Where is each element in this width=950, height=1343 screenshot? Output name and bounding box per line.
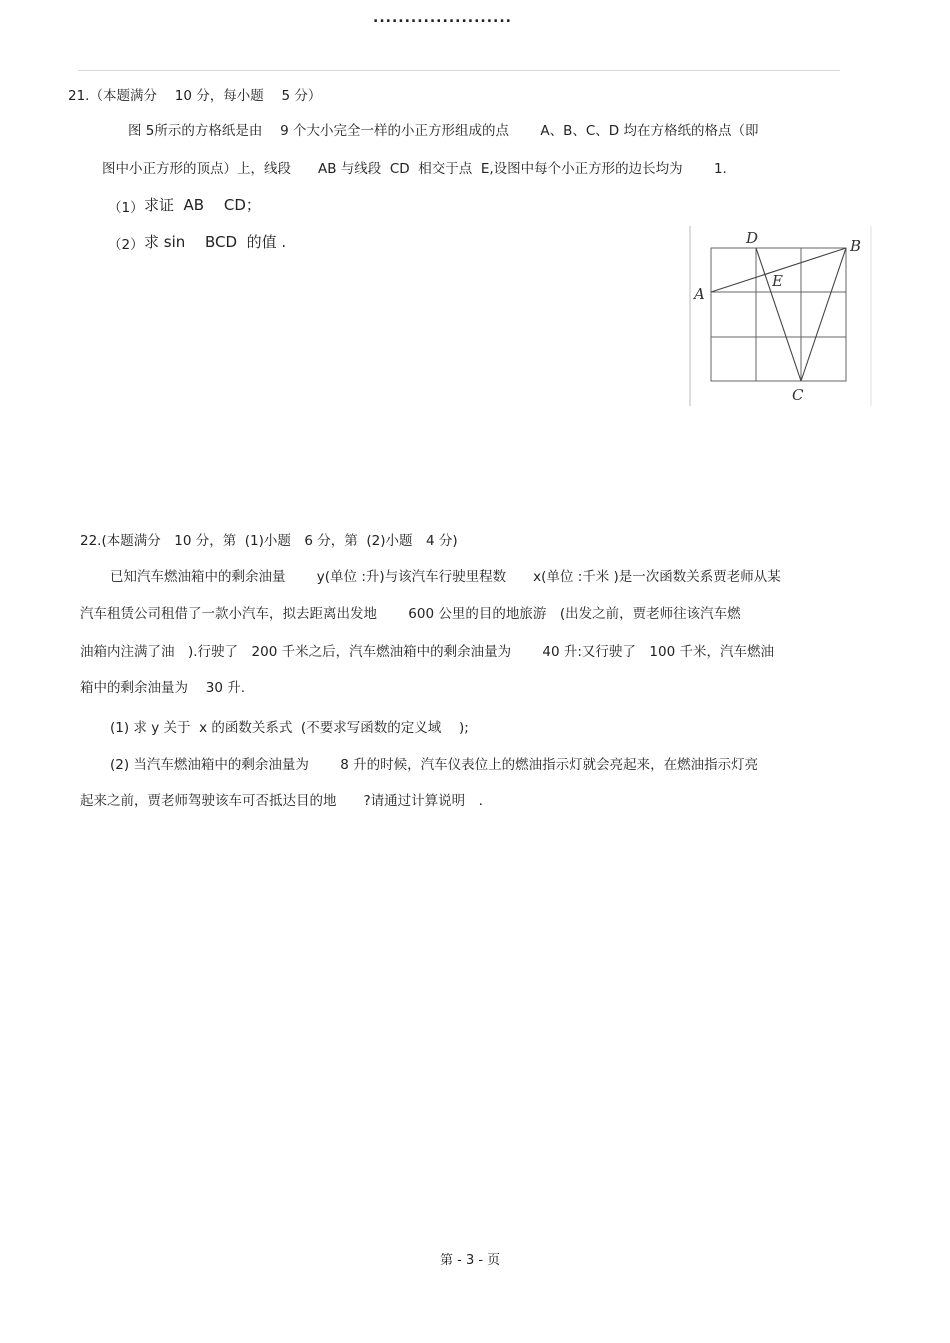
q21-part2-text: 求 sin BCD 的值 .	[144, 233, 287, 251]
label-b: B	[850, 237, 862, 255]
label-e: E	[772, 272, 783, 290]
segment-cb	[801, 248, 846, 381]
header-rule	[78, 70, 840, 71]
q21-part1-text: 求证 AB CD；	[144, 196, 261, 214]
q21-part2-num: （2）	[108, 237, 144, 253]
segment-dc	[756, 248, 801, 381]
q21-line2: 图中小正方形的顶点）上，线段 AB 与线段 CD 相交于点 E,设图中每个小正方形的边长均为 1.	[102, 161, 727, 177]
q22-line2: 汽车租赁公司租借了一款小汽车，拟去距离出发地 600 公里的目的地旅游 (出发之前，贾老师往该汽车燃	[80, 606, 741, 622]
q22-title: 22.(本题满分 10 分，第 (1)小题 6 分，第 (2)小题 4 分)	[80, 533, 458, 549]
q22-line1: 已知汽车燃油箱中的剩余油量 y(单位 :升)与该汽车行驶里程数 x(单位 :千米 )是一次函数关系贾老师从某	[110, 569, 781, 585]
q21-title: 21.（本题满分 10 分，每小题 5 分）	[68, 88, 322, 104]
header-dots: ......................	[373, 10, 513, 26]
q22-line4: 箱中的剩余油量为 30 升.	[80, 680, 246, 696]
q22-line3: 油箱内注满了油 ).行驶了 200 千米之后，汽车燃油箱中的剩余油量为 40 升:又行驶了 100 千米，汽车燃油	[80, 644, 774, 660]
q22-part2-line1: (2) 当汽车燃油箱中的剩余油量为 8 升的时候，汽车仪表位上的燃油指示灯就会亮起来，在燃油指示灯亮	[110, 757, 759, 773]
q22-part1: (1) 求 y 关于 x 的函数关系式 (不要求写函数的定义域 );	[110, 720, 469, 736]
q21-part1-num: （1）	[108, 200, 144, 216]
label-a: A	[694, 285, 705, 303]
q22-part2-line2: 起来之前，贾老师驾驶该车可否抵达目的地 ?请通过计算说明 .	[80, 793, 483, 809]
page-number: 第 - 3 - 页	[440, 1253, 501, 1268]
grid-figure	[688, 226, 878, 411]
label-c: C	[792, 386, 804, 404]
label-d: D	[746, 229, 759, 247]
q21-line1: 图 5所示的方格纸是由 9 个大小完全一样的小正方形组成的点 A、B、C、D 均在方格纸的格点（即	[128, 123, 759, 139]
